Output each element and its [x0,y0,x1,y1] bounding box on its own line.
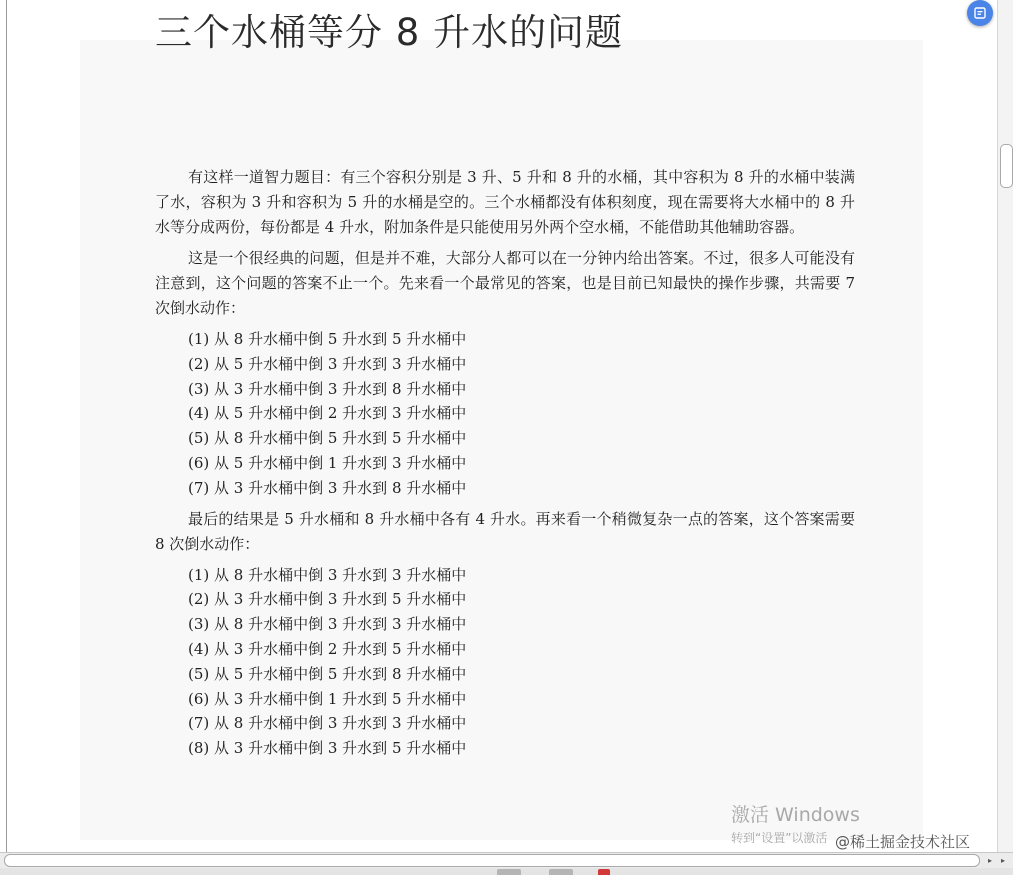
step-item: (3) 从 3 升水桶中倒 3 升水到 8 升水桶中 [188,379,467,398]
windows-activation-title: 激活 Windows [731,804,860,826]
window-left-border [0,0,7,852]
site-watermark: @稀土掘金技术社区 [835,833,971,851]
vertical-scrollbar[interactable] [997,0,1013,852]
horizontal-scroll-thumb[interactable] [4,854,980,867]
paragraph-answer-1: 这是一个很经典的问题，但是并不难，大部分人都可以在一分钟内给出答案。不过，很多人可能没有注意到，这个问题的答案不止一个。先来看一个最常见的答案，也是目前已知最快的操作步骤，共需要 7 次倒水动作： [155,249,855,317]
document-tool-icon [973,6,987,20]
windows-activation-subtitle: 转到“设置”以激活 [731,831,828,845]
step-item: (7) 从 3 升水桶中倒 3 升水到 8 升水桶中 [188,478,467,497]
paragraph-intro: 有这样一道智力题目：有三个容积分别是 3 升、5 升和 8 升的水桶，其中容积为 8 升的水桶中装满了水，容积为 3 升和容积为 5 升的水桶是空的。三个水桶都没有体积刻度，现在需要将大水桶中的 8 升水等分成两份，每份都是 4 升水，附加条件是只能使用另外两个空水桶，不能借助其他辅助容器。 [155,168,855,236]
document-title: 三个水桶等分 8 升水的问题 [155,11,624,54]
floating-tool-button[interactable] [967,0,993,26]
step-item: (6) 从 5 升水桶中倒 1 升水到 3 升水桶中 [188,453,467,472]
step-item: (3) 从 8 升水桶中倒 3 升水到 3 升水桶中 [188,615,467,634]
step-item: (4) 从 3 升水桶中倒 2 升水到 5 升水桶中 [188,639,467,658]
step-item: (4) 从 5 升水桶中倒 2 升水到 3 升水桶中 [188,404,467,423]
step-item: (6) 从 3 升水桶中倒 1 升水到 5 升水桶中 [188,689,467,708]
horizontal-scrollbar[interactable] [0,852,1013,869]
taskbar-app-icon[interactable] [598,869,610,875]
document-body [155,165,855,767]
taskbar-strip [0,868,1013,875]
step-item: (5) 从 5 升水桶中倒 5 升水到 8 升水桶中 [188,664,467,683]
step-item: (1) 从 8 升水桶中倒 3 升水到 3 升水桶中 [188,565,467,584]
steps-list-8 [155,563,855,761]
step-item: (8) 从 3 升水桶中倒 3 升水到 5 升水桶中 [188,739,467,758]
scroll-right-arrow-icon[interactable]: ▸ [987,856,992,865]
paragraph-answer-2: 最后的结果是 5 升水桶和 8 升水桶中各有 4 升水。再来看一个稍微复杂一点的答案，这个答案需要 8 次倒水动作： [155,509,855,553]
step-item: (1) 从 8 升水桶中倒 5 升水到 5 升水桶中 [188,330,467,348]
taskbar-app-icon[interactable] [549,869,573,875]
step-item: (5) 从 8 升水桶中倒 5 升水到 5 升水桶中 [188,429,467,448]
step-item: (2) 从 5 升水桶中倒 3 升水到 3 升水桶中 [188,354,467,373]
steps-list-7 [155,327,855,501]
step-item: (7) 从 8 升水桶中倒 3 升水到 3 升水桶中 [188,714,467,733]
vertical-scroll-thumb[interactable] [1000,144,1013,188]
taskbar-app-icon[interactable] [497,869,521,875]
scroll-right-end-icon[interactable]: ▸ [1000,856,1005,865]
document-page [7,0,997,852]
step-item: (2) 从 3 升水桶中倒 3 升水到 5 升水桶中 [188,590,467,609]
